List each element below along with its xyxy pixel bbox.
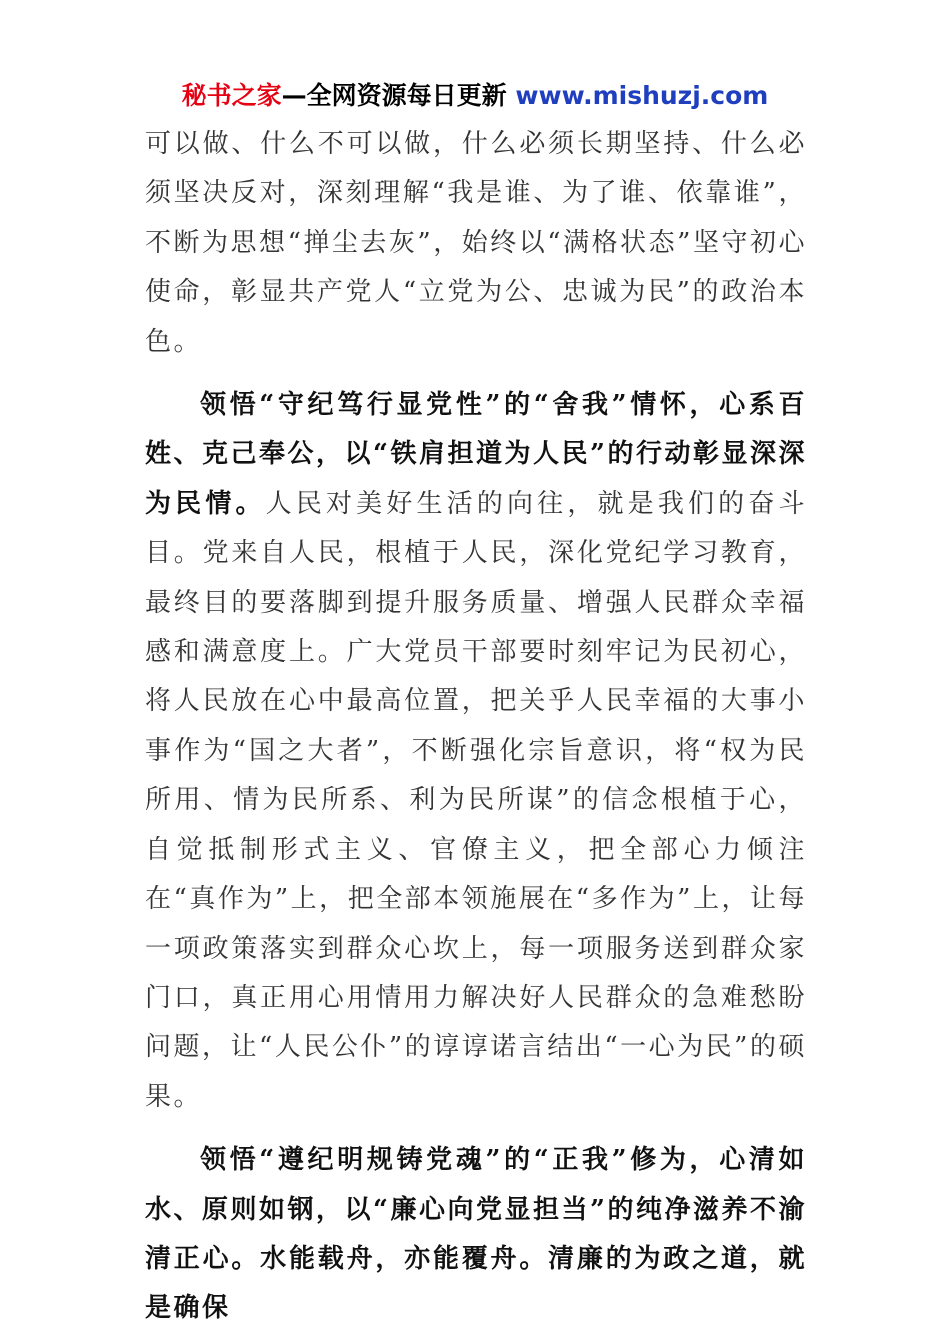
brand-name: 秘书之家: [181, 81, 282, 110]
paragraph-1: [145, 120, 807, 367]
header-slogan: —全网资源每日更新: [281, 81, 516, 110]
paragraph-1-text: 可以做、什么不可以做，什么必须长期坚持、什么必须坚决反对，深刻理解“我是谁、为了谁、依靠谁”，不断为思想“掸尘去灰”，始终以“满格状态”坚守初心使命，彰显共产党人“立党为公、忠诚为民”的政治本色。: [145, 129, 807, 357]
paragraph-3-lead: 领悟“遵纪明规铸党魂”的“正我”修为，心清如水、原则如钢，以“廉心向党显担当”的纯净滋养不渝清正心。水能载舟，亦能覆舟。清廉的为政之道，就是确保: [145, 1145, 807, 1324]
header-url[interactable]: www.mishuzj.com: [515, 81, 769, 110]
paragraph-2-lead: 领悟“守纪笃行显党性”的“舍我”情怀，心系百姓、克己奉公，以“铁肩担道为人民”的行动彰显深深为民情。: [145, 390, 807, 519]
paragraph-2-text: 人民对美好生活的向往，就是我们的奋斗目。党来自人民，根植于人民，深化党纪学习教育，最终目的要落脚到提升服务质量、增强人民群众幸福感和满意度上。广大党员干部要时刻牢记为民初心，将人民放在心中最高位置，把关乎人民幸福的大事小事作为“国之大者”，不断强化宗旨意识，将“权为民所用、情为民所系、利为民所谋”的信念根植于心，自觉抵制形式主义、官僚主义，把全部心力倾注在“真作为”上，把全部本领施展在“多作为”上，让每一项政策落实到群众心坎上，每一项服务送到群众家门口，真正用心用情用力解决好人民群众的急难愁盼问题，让“人民公仆”的谆谆诺言结出“一心为民”的硕果。: [145, 488, 807, 1112]
page-header: [0, 80, 950, 112]
document-body: [145, 120, 807, 1334]
paragraph-2: [145, 381, 807, 1122]
paragraph-3: [145, 1136, 807, 1334]
